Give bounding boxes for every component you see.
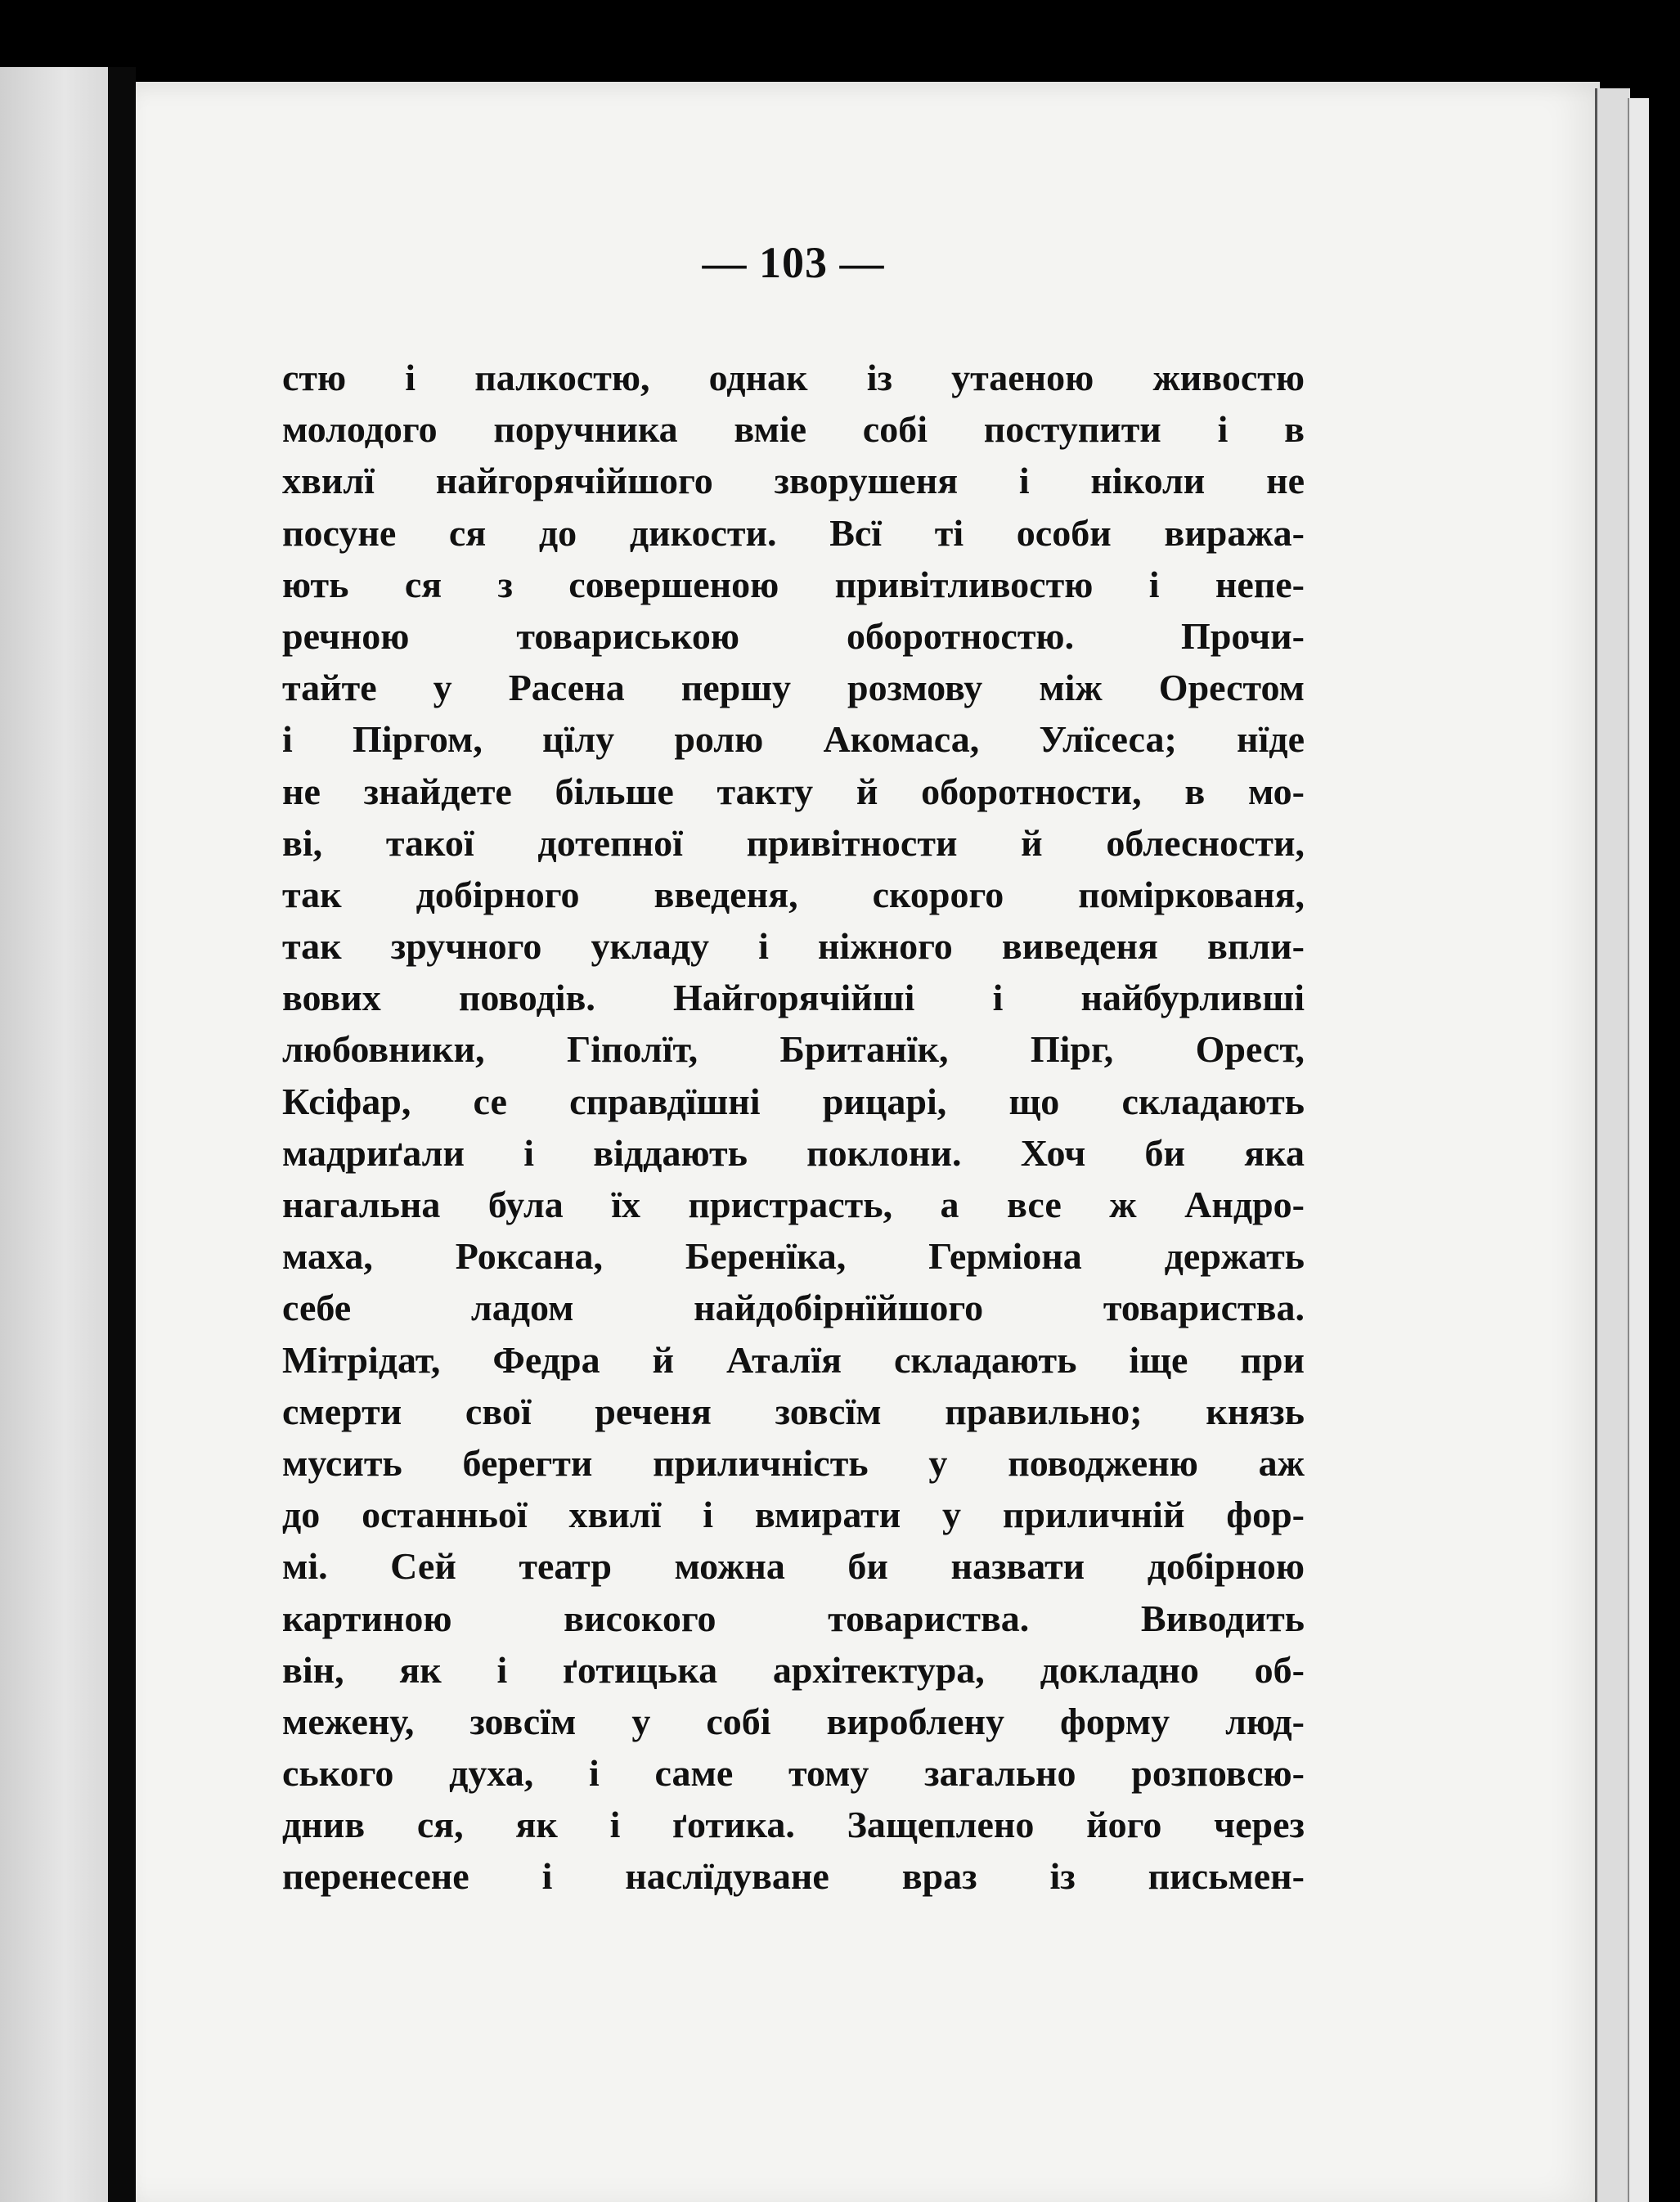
text-line: ють ся з совершеною привітливостю і непе- (282, 563, 1305, 605)
text-line: хвилї найгорячійшого зворушеня і ніколи не (282, 460, 1305, 502)
text-line: не знайдете більше такту й оборотности, в мо- (282, 770, 1305, 812)
body-text (282, 352, 1305, 1903)
text-line: так добірного введеня, скорого поміркованя, (282, 873, 1305, 915)
text-line: днив ся, як і ґотика. Защеплено його через (282, 1804, 1305, 1846)
page-stack-edge (1595, 88, 1630, 2202)
text-line: смерти свої реченя зовсїм правильно; князь (282, 1390, 1305, 1432)
text-line: Ксіфар, се справдїшні рицарі, що складають (282, 1080, 1305, 1122)
text-line: посуне ся до дикости. Всї ті особи виража- (282, 511, 1305, 554)
text-line: любовники, Гіполїт, Британїк, Пірг, Орест, (282, 1028, 1305, 1071)
text-line: себе ладом найдобірнїйшого товариства. (282, 1287, 1305, 1329)
text-line: мадриґали і віддають поклони. Хоч би яка (282, 1131, 1305, 1174)
page-stack-edge-outer (1628, 98, 1649, 2202)
text-line: ського духа, і саме тому загально розповсю- (282, 1752, 1305, 1795)
text-line: мі. Сей театр можна би назвати добірною (282, 1545, 1305, 1588)
text-line: до останньої хвилї і вмирати у приличній фор- (282, 1494, 1305, 1536)
text-line: ві, такої дотепної привітности й облесности, (282, 821, 1305, 864)
text-line: і Піргом, цїлу ролю Акомаса, Улїсеса; нїде (282, 718, 1305, 761)
previous-page-edge (0, 67, 108, 2202)
text-line: молодого поручника вміе собі поступити і в (282, 408, 1305, 451)
text-line: маха, Роксана, Беренїка, Герміона держать (282, 1235, 1305, 1278)
text-line: межену, зовсїм у собі вироблену форму люд- (282, 1700, 1305, 1742)
text-line: картиною високого товариства. Виводить (282, 1597, 1305, 1639)
text-line: речною товариською оборотностю. Прочи- (282, 614, 1305, 657)
text-line: перенесене і наслїдуване враз із письмен- (282, 1855, 1305, 1898)
text-line: мусить берегти приличність у поводженю аж (282, 1441, 1305, 1484)
text-line: вових поводів. Найгорячійші і найбурливші (282, 977, 1305, 1019)
page-number: — 103 — (702, 238, 885, 287)
text-line: стю і палкостю, однак із утаеною живостю (282, 357, 1305, 398)
book-gutter (108, 67, 136, 2202)
text-line: тайте у Расена першу розмову між Орестом (282, 667, 1305, 709)
text-line: Мітрідат, Федра й Аталїя складають іще при (282, 1338, 1305, 1381)
text-line: він, як і ґотицька архітектура, докладно об- (282, 1648, 1305, 1691)
text-line: так зручного укладу і ніжного виведеня впли- (282, 925, 1305, 968)
text-line: нагальна була їх пристрасть, а все ж Андро- (282, 1184, 1305, 1225)
